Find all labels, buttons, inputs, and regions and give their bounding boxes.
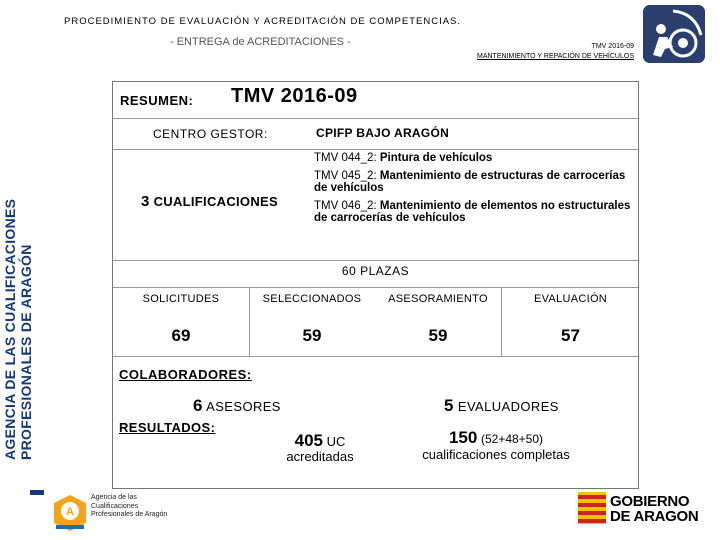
uc-label: UC xyxy=(326,434,346,449)
gobierno-aragon-logo xyxy=(610,494,698,524)
qualification-item xyxy=(314,152,634,165)
qualification-code: TMV 046_2: xyxy=(314,199,377,212)
cualificaciones-result xyxy=(401,430,591,462)
resumen-label: RESUMEN: xyxy=(120,93,194,108)
qualification-name: Mantenimiento de elementos no estructurales de carrocerías de vehículos xyxy=(314,199,631,224)
stat-header-solicitudes: SOLICITUDES xyxy=(142,293,220,305)
mechanic-logo-icon xyxy=(643,5,705,63)
qualifications-row xyxy=(113,150,638,261)
asesores-label: ASESORES xyxy=(206,399,281,414)
colaboradores-label: COLABORADORES: xyxy=(119,367,252,382)
plazas-value: 60 PLAZAS xyxy=(341,264,410,278)
header-code-line1: TMV 2016-09 xyxy=(591,43,634,50)
uc-count: 405 xyxy=(294,431,323,450)
agency-vertical-title xyxy=(2,130,34,460)
stat-header-asesoramiento: ASESORAMIENTO xyxy=(388,293,488,305)
agency-logo-icon xyxy=(52,493,88,538)
qualifications-number: 3 xyxy=(141,193,150,210)
uc-line xyxy=(265,433,375,449)
qualifications-count xyxy=(141,193,278,210)
qualification-item xyxy=(314,170,634,195)
qualification-name: Mantenimiento de estructuras de carrocerías de vehículos xyxy=(314,169,626,194)
stat-header-seleccionados: SELECCIONADOS xyxy=(262,293,362,305)
centro-value: CPIFP BAJO ARAGÓN xyxy=(316,126,450,140)
stat-value-solicitudes: 69 xyxy=(171,326,191,345)
qualification-code: TMV 045_2: xyxy=(314,169,377,182)
qualification-item xyxy=(314,200,634,225)
qualification-code: TMV 044_2: xyxy=(314,152,377,164)
uc-result xyxy=(265,433,375,464)
centro-label: CENTRO GESTOR: xyxy=(153,127,268,141)
resumen-row xyxy=(113,82,638,119)
colaboradores-section xyxy=(113,357,638,488)
qualifications-label: CUALIFICACIONES xyxy=(153,194,278,209)
summary-table xyxy=(112,81,639,489)
qualification-name: Pintura de vehículos xyxy=(379,152,493,164)
centro-row xyxy=(113,119,638,150)
resultados-label: RESULTADOS: xyxy=(119,420,216,435)
asesores-count: 6 xyxy=(193,396,203,415)
stats-row xyxy=(113,288,638,357)
evaluadores-label: EVALUADORES xyxy=(457,399,559,414)
side-accent-bar xyxy=(30,490,44,495)
cualif-count: 150 xyxy=(448,428,478,447)
cualif-sub: cualificaciones completas xyxy=(422,447,570,462)
header-code xyxy=(454,42,634,62)
asesores xyxy=(193,396,281,416)
stat-value-evaluacion: 57 xyxy=(561,326,580,345)
aragon-shield-icon xyxy=(578,492,606,529)
stat-value-asesoramiento: 59 xyxy=(428,326,448,345)
evaluadores xyxy=(444,396,559,416)
agency-vertical-line2: PROFESIONALES DE ARAGÓN xyxy=(18,244,34,460)
header-subtitle: - ENTREGA de ACREDITACIONES - xyxy=(170,36,351,48)
resumen-code: TMV 2016-09 xyxy=(231,85,358,107)
qualifications-list xyxy=(314,152,634,230)
svg-text:A: A xyxy=(66,506,74,518)
gobierno-line2: DE ARAGON xyxy=(610,508,699,525)
agency-vertical-line1: AGENCIA DE LAS CUALIFICACIONES xyxy=(2,198,18,460)
uc-sub: acreditadas xyxy=(286,449,354,464)
cualif-breakdown: (52+48+50) xyxy=(480,432,544,446)
agency-logo-text: Agencia de las Cualificaciones Profesionales de Aragón xyxy=(91,494,168,518)
evaluadores-count: 5 xyxy=(444,396,454,415)
header-title: PROCEDIMIENTO DE EVALUACIÓN Y ACREDITACIÓN DE COMPETENCIAS. xyxy=(64,16,462,27)
header-code-line2: MANTENIMIENTO Y REPACIÓN DE VEHÍCULOS xyxy=(476,53,634,60)
stat-header-evaluacion: EVALUACIÓN xyxy=(533,293,608,305)
cualif-line xyxy=(401,430,591,447)
stat-value-seleccionados: 59 xyxy=(302,326,322,345)
gobierno-line1: GOBIERNO xyxy=(610,493,690,510)
plazas-row xyxy=(113,261,638,288)
